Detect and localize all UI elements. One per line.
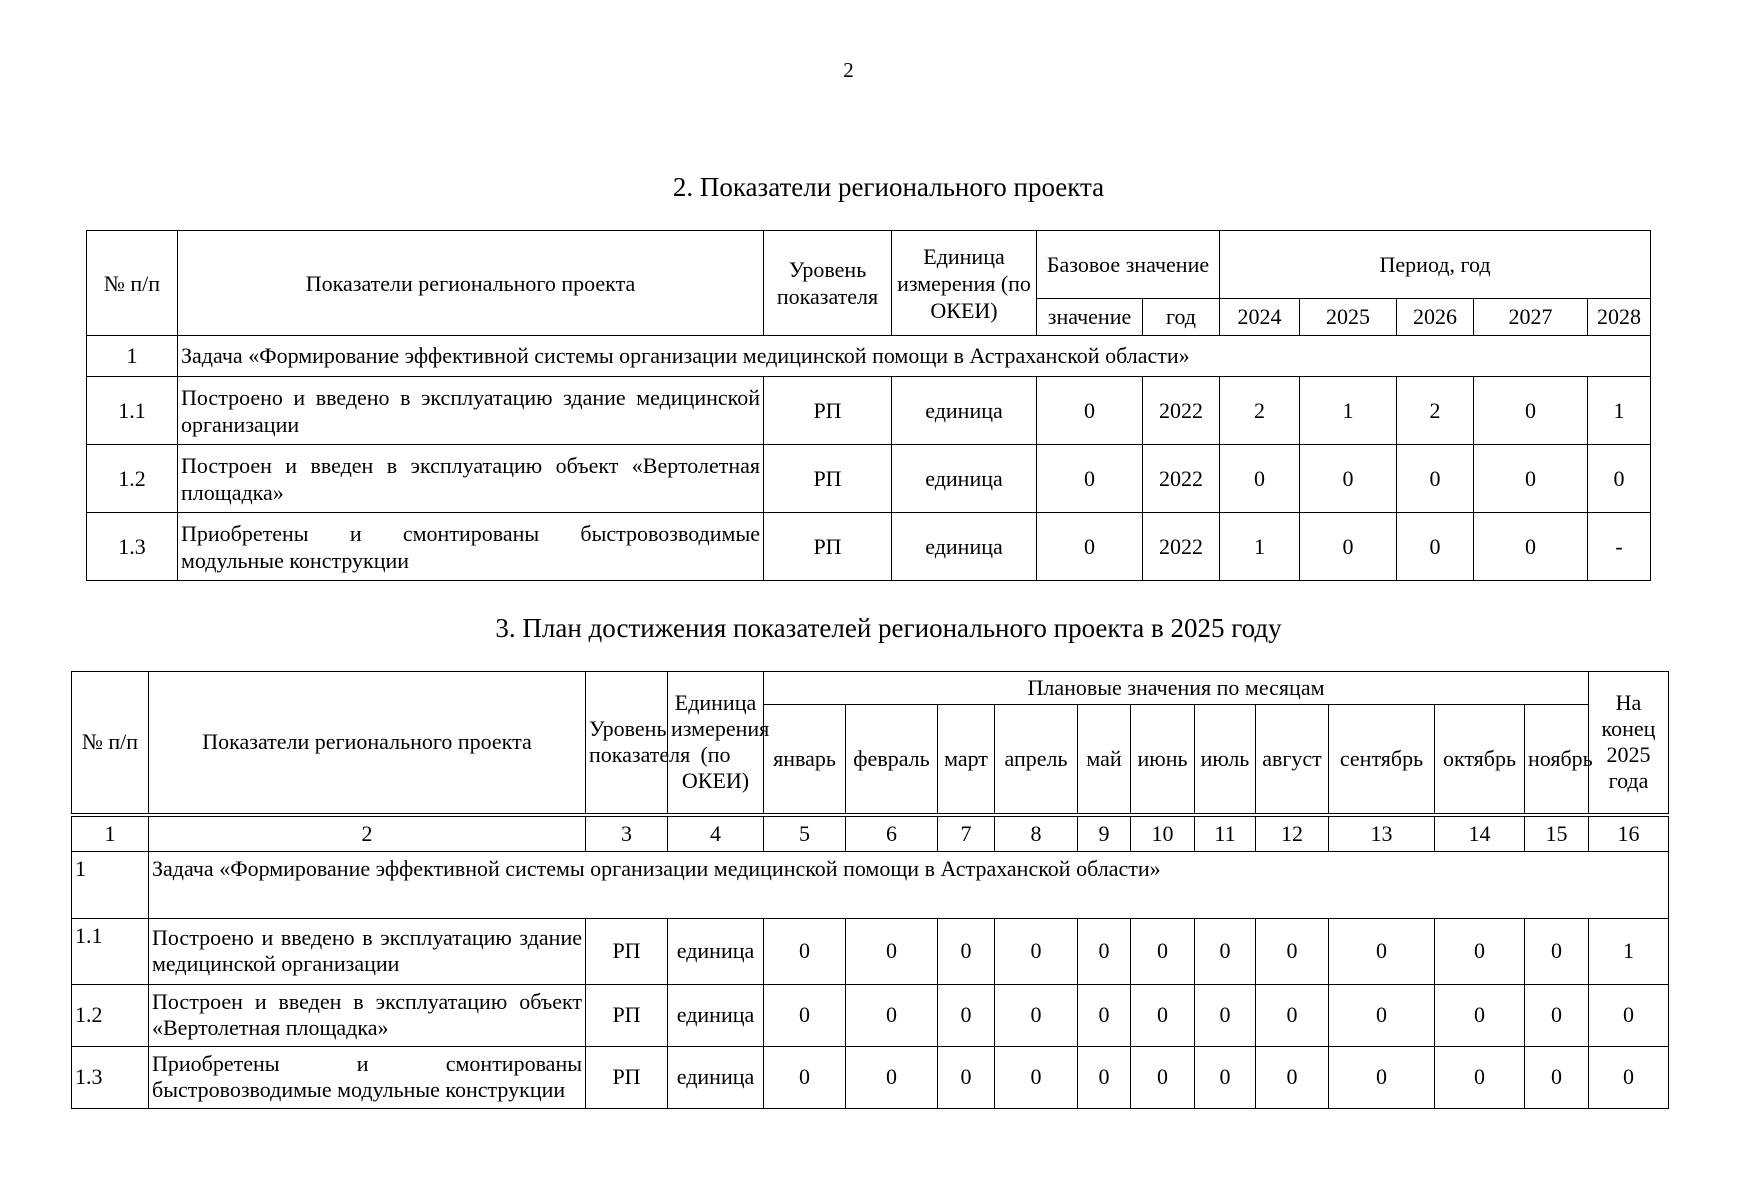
row-value: 0 [1525,918,1589,984]
header-month: июнь [1131,705,1195,815]
row-value: 0 [1474,513,1588,581]
row-value: 0 [1300,445,1397,513]
row-value: 0 [1435,1046,1525,1108]
row-value: 0 [995,1046,1078,1108]
row-value: 0 [1397,445,1474,513]
header-level: Уровень показателя [586,672,668,815]
row-value: 0 [1195,918,1256,984]
row-level: РП [586,918,668,984]
header-unit: Единица измерения (по ОКЕИ) [892,231,1037,336]
row-value: 0 [938,1046,995,1108]
row-value: 0 [1078,984,1131,1046]
header-end: На конец 2025 года [1589,672,1669,815]
row-num: 1.2 [72,984,149,1046]
row-value: - [1588,513,1651,581]
row-name: Приобретены и смонтированы быстровозводимые модульные конструкции [149,1046,586,1108]
header-num: № п/п [72,672,149,815]
row-value: 0 [1220,445,1300,513]
row-end-value: 1 [1589,918,1669,984]
row-value: 0 [1131,984,1195,1046]
row-unit: единица [668,984,764,1046]
row-level: РП [764,377,892,445]
header-month: ноябрь [1525,705,1589,815]
row-base-value: 0 [1037,377,1143,445]
row-value: 0 [1474,445,1588,513]
column-number: 5 [764,815,846,852]
header-year: 2025 [1300,299,1397,336]
column-number: 10 [1131,815,1195,852]
column-number: 8 [995,815,1078,852]
row-value: 2 [1220,377,1300,445]
row-value: 0 [995,918,1078,984]
task-text: Задача «Формирование эффективной системы организации медицинской помощи в Астраханской области» [149,851,1669,918]
row-num: 1.1 [72,918,149,984]
table-row [87,513,1651,581]
header-year: 2028 [1588,299,1651,336]
header-year: 2024 [1220,299,1300,336]
row-value: 0 [938,918,995,984]
column-number: 6 [846,815,938,852]
row-level: РП [764,513,892,581]
header-num: № п/п [87,231,178,336]
row-value: 0 [1195,1046,1256,1108]
row-value: 0 [1435,918,1525,984]
header-base-year: год [1143,299,1220,336]
column-number: 9 [1078,815,1131,852]
row-value: 0 [1329,1046,1435,1108]
header-year: 2026 [1397,299,1474,336]
table-row [72,1046,1669,1108]
row-num: 1.1 [87,377,178,445]
row-unit: единица [668,918,764,984]
row-value: 0 [1078,918,1131,984]
row-value: 0 [1525,984,1589,1046]
row-value: 0 [1588,445,1651,513]
header-month: март [938,705,995,815]
row-base-year: 2022 [1143,513,1220,581]
column-number: 11 [1195,815,1256,852]
header-indicator: Показатели регионального проекта [149,672,586,815]
column-number: 15 [1525,815,1589,852]
row-value: 0 [1329,918,1435,984]
table-row [72,918,1669,984]
row-value: 0 [846,984,938,1046]
header-level: Уровень показателя [764,231,892,336]
row-value: 2 [1397,377,1474,445]
task-num: 1 [87,336,178,377]
header-month: июль [1195,705,1256,815]
row-value: 0 [1256,1046,1329,1108]
row-unit: единица [892,513,1037,581]
row-unit: единица [892,445,1037,513]
row-value: 0 [1397,513,1474,581]
row-base-value: 0 [1037,513,1143,581]
table-row [87,377,1651,445]
row-end-value: 0 [1589,984,1669,1046]
row-value: 0 [938,984,995,1046]
header-month: август [1256,705,1329,815]
row-value: 0 [1131,1046,1195,1108]
task-num: 1 [72,851,149,918]
header-period: Период, год [1220,231,1651,299]
section-title-indicators: 2. Показатели регионального проекта [672,172,1105,202]
header-month: апрель [995,705,1078,815]
column-number: 1 [72,815,149,852]
row-end-value: 0 [1589,1046,1669,1108]
row-value: 0 [764,1046,846,1108]
column-number: 14 [1435,815,1525,852]
row-base-year: 2022 [1143,377,1220,445]
row-value: 0 [1078,1046,1131,1108]
row-value: 0 [764,984,846,1046]
indicators-table [86,230,1651,581]
row-value: 0 [764,918,846,984]
header-month: январь [764,705,846,815]
task-text: Задача «Формирование эффективной системы организации медицинской помощи в Астраханской области» [178,336,1651,377]
plan-table [71,671,1669,1109]
column-number: 4 [668,815,764,852]
row-value: 0 [1256,984,1329,1046]
header-year: 2027 [1474,299,1588,336]
row-name: Построен и введен в эксплуатацию объект «Вертолетная площадка» [178,445,764,513]
row-num: 1.3 [72,1046,149,1108]
header-month: октябрь [1435,705,1525,815]
row-value: 0 [1256,918,1329,984]
row-name: Приобретены и смонтированы быстровозводимые модульные конструкции [178,513,764,581]
row-value: 0 [1195,984,1256,1046]
row-value: 1 [1300,377,1397,445]
header-month: февраль [846,705,938,815]
header-base-value: значение [1037,299,1143,336]
header-monthly: Плановые значения по месяцам [764,672,1589,705]
header-month: сентябрь [1329,705,1435,815]
row-value: 0 [846,918,938,984]
page-number: 2 [843,58,854,82]
table-row [87,445,1651,513]
header-base: Базовое значение [1037,231,1220,299]
row-value: 0 [1329,984,1435,1046]
section-title-plan: 3. План достижения показателей регионального проекта в 2025 году [495,613,1282,643]
row-name: Построено и введено в эксплуатацию здание медицинской организации [149,918,586,984]
row-num: 1.2 [87,445,178,513]
header-unit: Единица измерения (по ОКЕИ) [668,672,764,815]
column-number: 13 [1329,815,1435,852]
column-number: 2 [149,815,586,852]
row-value: 0 [1435,984,1525,1046]
header-month: май [1078,705,1131,815]
row-unit: единица [892,377,1037,445]
row-value: 0 [1131,918,1195,984]
row-level: РП [764,445,892,513]
row-name: Построено и введено в эксплуатацию здание медицинской организации [178,377,764,445]
row-value: 0 [1474,377,1588,445]
header-indicator: Показатели регионального проекта [178,231,764,336]
column-number: 3 [586,815,668,852]
row-base-year: 2022 [1143,445,1220,513]
row-value: 0 [846,1046,938,1108]
row-level: РП [586,984,668,1046]
row-value: 1 [1220,513,1300,581]
row-unit: единица [668,1046,764,1108]
row-value: 0 [995,984,1078,1046]
column-number: 7 [938,815,995,852]
column-number: 12 [1256,815,1329,852]
row-value: 1 [1588,377,1651,445]
row-name: Построен и введен в эксплуатацию объект «Вертолетная площадка» [149,984,586,1046]
row-level: РП [586,1046,668,1108]
row-value: 0 [1525,1046,1589,1108]
row-base-value: 0 [1037,445,1143,513]
table-row [72,984,1669,1046]
row-value: 0 [1300,513,1397,581]
row-num: 1.3 [87,513,178,581]
column-number: 16 [1589,815,1669,852]
